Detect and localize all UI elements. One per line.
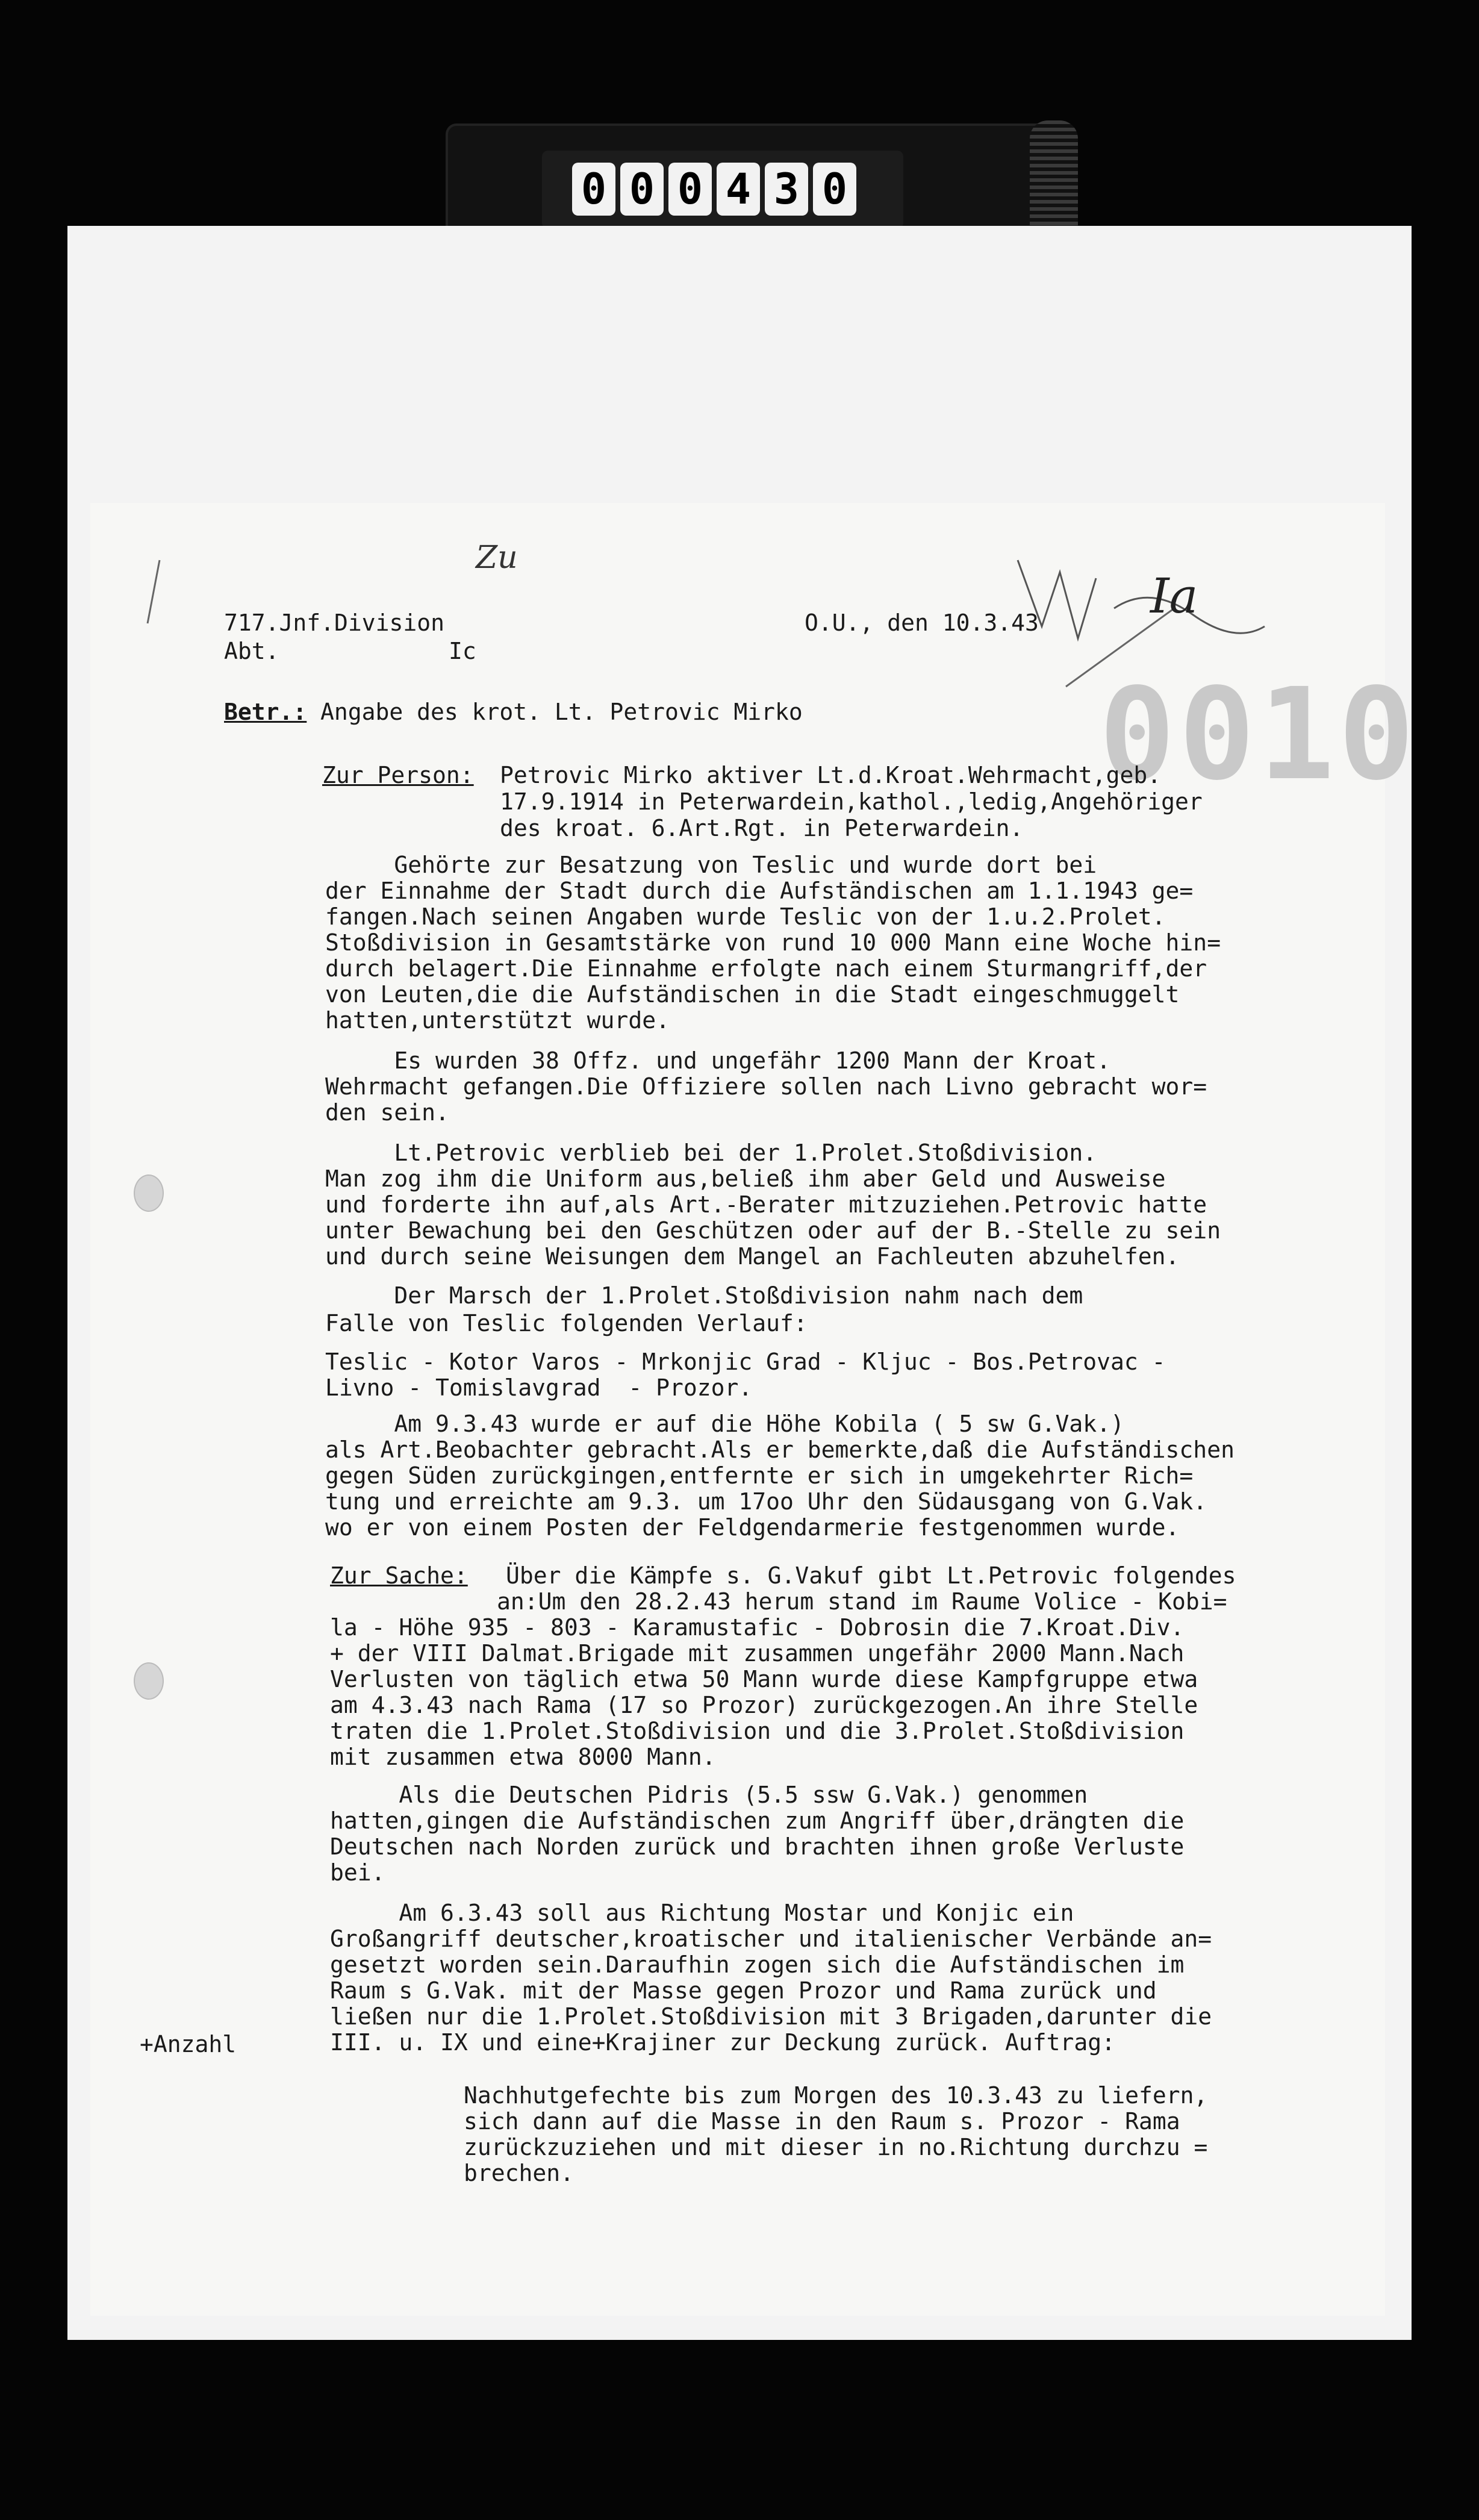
body-line: III. u. IX und eine+Krajiner zur Deckung zurück. Auftrag: [330,2029,1116,2056]
body-line: Wehrmacht gefangen.Die Offiziere sollen nach Livno gebracht wor= [325,1073,1207,1100]
counter-digit: 0 [668,163,712,216]
body-line: Als die Deutschen Pidris (5.5 ssw G.Vak.) genommen [330,1782,1088,1808]
body-line: unter Bewachung bei den Geschützen oder auf der B.-Stelle zu sein [325,1217,1221,1244]
zur-sache-line: mit zusammen etwa 8000 Mann. [330,1744,716,1770]
zur-sache-line: am 4.3.43 nach Rama (17 so Prozor) zurückgezogen.An ihre Stelle [330,1692,1198,1718]
punch-hole [134,1174,164,1212]
body-line: Der Marsch der 1.Prolet.Stoßdivision nahm nach dem [325,1282,1083,1309]
zur-person-line: des kroat. 6.Art.Rgt. in Peterwardein. [500,815,1024,841]
betreff-text: Angabe des krot. Lt. Petrovic Mirko [320,699,803,725]
body-line: gegen Süden zurückgingen,entfernte er sich in umgekehrter Rich= [325,1462,1194,1489]
body-line: hatten,unterstützt wurde. [325,1007,670,1034]
zur-sache-label: Zur Sache: [330,1562,468,1589]
body-line: Man zog ihm die Uniform aus,beließ ihm aber Geld und Ausweise [325,1165,1166,1192]
body-line: durch belagert.Die Einnahme erfolgte nach einem Sturmangriff,der [325,955,1207,982]
auftrag-line: brechen. [464,2160,574,2186]
margin-note: +Anzahl [140,2031,237,2057]
betreff-label: Betr.: [224,699,307,725]
body-line: Am 6.3.43 soll aus Richtung Mostar und Konjic ein [330,1900,1074,1926]
body-line: als Art.Beobachter gebracht.Als er bemerkte,daß die Aufständischen [325,1436,1235,1463]
zur-person-label: Zur Person: [322,762,474,788]
body-line: und durch seine Weisungen dem Mangel an Fachleuten abzuhelfen. [325,1243,1180,1270]
archive-stamp-number: 0010 [1099,661,1418,808]
handwritten-tick [142,557,166,629]
zur-person-line: Petrovic Mirko aktiver Lt.d.Kroat.Wehrmacht,geb. [500,762,1162,788]
abt-value: Ic [449,638,476,664]
body-line: von Leuten,die die Aufständischen in die Stadt eingeschmuggelt [325,981,1180,1008]
route-line: Livno - Tomislavgrad - Prozor. [325,1374,753,1401]
counter-digit: 0 [620,163,664,216]
body-line: Deutschen nach Norden zurück und brachten ihnen große Verluste [330,1833,1185,1860]
body-line: Falle von Teslic folgenden Verlauf: [325,1310,808,1336]
zur-person-line: 17.9.1914 in Peterwardein,kathol.,ledig,Angehöriger [500,788,1203,815]
place-date: O.U., den 10.3.43 [805,610,1039,636]
body-line: hatten,gingen die Aufständischen zum Angriff über,drängten die [330,1807,1185,1834]
body-line: Es wurden 38 Offz. und ungefähr 1200 Mann der Kroat. [325,1047,1111,1074]
body-line: und forderte ihn auf,als Art.-Berater mitzuziehen.Petrovic hatte [325,1191,1207,1218]
body-line: Am 9.3.43 wurde er auf die Höhe Kobila ( 5 sw G.Vak.) [325,1411,1124,1437]
handwritten-scribble [994,536,1295,717]
division-heading: 717.Jnf.Division [224,610,445,636]
body-line: fangen.Nach seinen Angaben wurde Teslic von der 1.u.2.Prolet. [325,903,1166,930]
zur-sache-line: + der VIII Dalmat.Brigade mit zusammen ungefähr 2000 Mann.Nach [330,1640,1185,1667]
body-line: bei. [330,1859,385,1886]
punch-hole [134,1662,164,1700]
handwritten-note-ia: Ia [1150,568,1198,624]
counter-digit: 4 [717,163,760,216]
body-line: tung und erreichte am 9.3. um 17oo Uhr den Südausgang von G.Vak. [325,1488,1207,1515]
handwritten-note-zu: Zu [476,540,518,576]
auftrag-line: sich dann auf die Masse in den Raum s. Prozor - Rama [464,2108,1180,2135]
counter-digit: 0 [813,163,856,216]
frame-counter-digits [572,163,856,216]
route-line: Teslic - Kotor Varos - Mrkonjic Grad - Kljuc - Bos.Petrovac - [325,1349,1166,1375]
body-line: Raum s G.Vak. mit der Masse gegen Prozor und Rama zurück und [330,1977,1157,2004]
body-line: wo er von einem Posten der Feldgendarmerie festgenommen wurde. [325,1514,1180,1541]
zur-sache-line: Über die Kämpfe s. G.Vakuf gibt Lt.Petrovic folgendes [506,1562,1236,1589]
zur-sache-line: Verlusten von täglich etwa 50 Mann wurde diese Kampfgruppe etwa [330,1666,1198,1692]
zur-sache-line: la - Höhe 935 - 803 - Karamustafic - Dobrosin die 7.Kroat.Div. [330,1614,1185,1641]
body-line: Lt.Petrovic verblieb bei der 1.Prolet.Stoßdivision. [325,1140,1097,1166]
counter-digit: 3 [765,163,808,216]
auftrag-line: Nachhutgefechte bis zum Morgen des 10.3.43 zu liefern, [464,2082,1208,2109]
zur-sache-line: traten die 1.Prolet.Stoßdivision und die 3.Prolet.Stoßdivision [330,1718,1185,1744]
body-line: Stoßdivision in Gesamtstärke von rund 10 000 Mann eine Woche hin= [325,929,1221,956]
body-line: gesetzt worden sein.Daraufhin zogen sich die Aufständischen im [330,1951,1185,1978]
body-line: Großangriff deutscher,kroatischer und italienischer Verbände an= [330,1926,1212,1952]
zur-sache-line: an:Um den 28.2.43 herum stand im Raume Volice - Kobi= [497,1588,1227,1615]
body-line: ließen nur die 1.Prolet.Stoßdivision mit 3 Brigaden,darunter die [330,2003,1212,2030]
counter-digit: 0 [572,163,615,216]
abt-label: Abt. [224,638,279,664]
body-line: den sein. [325,1099,449,1126]
body-line: der Einnahme der Stadt durch die Aufständischen am 1.1.1943 ge= [325,878,1194,904]
body-line: Gehörte zur Besatzung von Teslic und wurde dort bei [325,852,1097,878]
auftrag-line: zurückzuziehen und mit dieser in no.Richtung durchzu = [464,2134,1208,2160]
